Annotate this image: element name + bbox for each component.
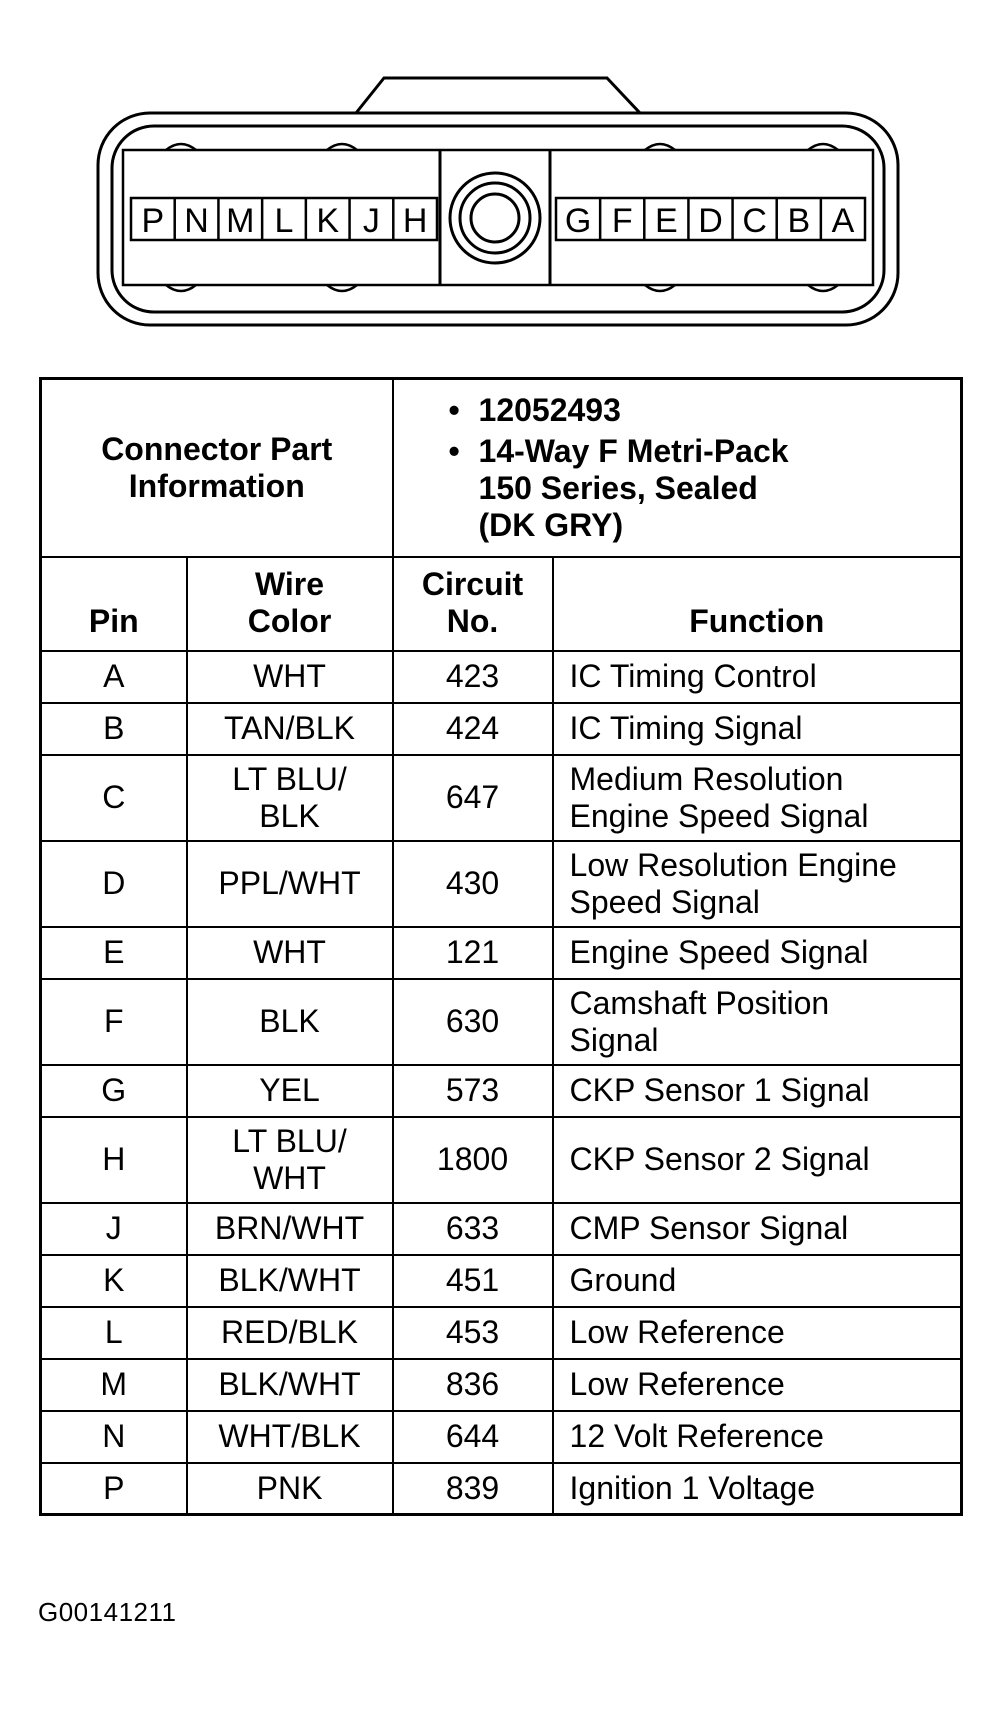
wire-color-cell: BLK/WHT	[187, 1359, 393, 1411]
connector-latch	[356, 78, 640, 113]
wire-color-cell: BLK/WHT	[187, 1255, 393, 1307]
pin-label-h: H	[402, 202, 428, 240]
center-bolt	[450, 173, 540, 263]
circuit-number-cell: 839	[393, 1463, 553, 1515]
pin-row	[41, 1463, 962, 1515]
pin-cell: C	[41, 755, 187, 841]
connector-info-label-line1: Connector Part	[101, 430, 333, 467]
function-cell: CMP Sensor Signal	[553, 1203, 962, 1255]
circuit-number-cell: 836	[393, 1359, 553, 1411]
wire-color-cell: LT BLU/ BLK	[187, 755, 393, 841]
function-cell: 12 Volt Reference	[553, 1411, 962, 1463]
pin-row	[41, 1203, 962, 1255]
circuit-number-cell: 453	[393, 1307, 553, 1359]
pin-label-f: F	[611, 202, 633, 240]
function-cell: CKP Sensor 2 Signal	[553, 1117, 962, 1203]
function-cell: Ground	[553, 1255, 962, 1307]
pin-label-d: D	[698, 202, 723, 240]
column-header-circuit-no: Circuit No.	[393, 557, 553, 651]
pin-row	[41, 927, 962, 979]
pin-cell: K	[41, 1255, 187, 1307]
function-cell: Low Resolution Engine Speed Signal	[553, 841, 962, 927]
wire-color-cell: LT BLU/ WHT	[187, 1117, 393, 1203]
pin-cell: M	[41, 1359, 187, 1411]
pin-cell: H	[41, 1117, 187, 1203]
pin-label-g: G	[564, 202, 592, 240]
pin-labels-left	[142, 198, 428, 240]
column-header-pin: Pin	[41, 557, 187, 651]
pin-label-b: B	[787, 202, 811, 240]
pin-cell: E	[41, 927, 187, 979]
figure-id: G00141211	[38, 1597, 177, 1627]
circuit-number-cell: 424	[393, 703, 553, 755]
circuit-number-cell: 430	[393, 841, 553, 927]
function-cell: Low Reference	[553, 1307, 962, 1359]
function-cell: CKP Sensor 1 Signal	[553, 1065, 962, 1117]
connector-description: • 14-Way F Metri-Pack 150 Series, Sealed (DK GRY)	[449, 433, 961, 544]
pin-label-m: M	[226, 202, 255, 240]
pin-cell: P	[41, 1463, 187, 1515]
function-cell: IC Timing Signal	[553, 703, 962, 755]
pin-cell: N	[41, 1411, 187, 1463]
pin-row	[41, 1411, 962, 1463]
connector-face-diagram	[0, 0, 999, 350]
pin-row	[41, 703, 962, 755]
circuit-number-cell: 573	[393, 1065, 553, 1117]
function-cell: IC Timing Control	[553, 651, 962, 703]
pin-row	[41, 979, 962, 1065]
part-number: • 12052493	[449, 392, 961, 429]
circuit-number-cell: 1800	[393, 1117, 553, 1203]
pin-label-c: C	[742, 202, 767, 240]
pin-label-j: J	[362, 202, 380, 240]
circuit-number-cell: 644	[393, 1411, 553, 1463]
pin-label-n: N	[184, 202, 209, 240]
wire-color-cell: BLK	[187, 979, 393, 1065]
pin-row	[41, 1117, 962, 1203]
function-cell: Camshaft Position Signal	[553, 979, 962, 1065]
function-cell: Medium Resolution Engine Speed Signal	[553, 755, 962, 841]
pin-cell: D	[41, 841, 187, 927]
circuit-number-cell: 451	[393, 1255, 553, 1307]
wire-color-cell: WHT/BLK	[187, 1411, 393, 1463]
pin-row	[41, 1307, 962, 1359]
pin-cell: A	[41, 651, 187, 703]
connector-info-details	[393, 379, 962, 557]
function-cell: Engine Speed Signal	[553, 927, 962, 979]
pin-cell: L	[41, 1307, 187, 1359]
pin-labels-right	[565, 198, 855, 240]
wire-color-cell: TAN/BLK	[187, 703, 393, 755]
wire-color-cell: WHT	[187, 651, 393, 703]
function-cell: Ignition 1 Voltage	[553, 1463, 962, 1515]
pin-row	[41, 1359, 962, 1411]
wire-color-cell: PNK	[187, 1463, 393, 1515]
pin-cell: G	[41, 1065, 187, 1117]
wire-color-cell: BRN/WHT	[187, 1203, 393, 1255]
wire-color-cell: PPL/WHT	[187, 841, 393, 927]
pin-row	[41, 841, 962, 927]
pin-row	[41, 755, 962, 841]
circuit-number-cell: 630	[393, 979, 553, 1065]
connector-info-label-line2: Information	[128, 467, 305, 504]
pin-label-a: A	[831, 202, 855, 240]
column-header-wire-color: Wire Color	[187, 557, 393, 651]
pin-cell: B	[41, 703, 187, 755]
circuit-number-cell: 121	[393, 927, 553, 979]
column-header-function: Function	[553, 557, 962, 651]
pin-cell: J	[41, 1203, 187, 1255]
pin-label-p: P	[141, 202, 165, 240]
circuit-number-cell: 633	[393, 1203, 553, 1255]
column-header-row	[41, 557, 962, 651]
pin-label-k: K	[316, 202, 340, 240]
pin-row	[41, 651, 962, 703]
pin-cell: F	[41, 979, 187, 1065]
wire-color-cell: YEL	[187, 1065, 393, 1117]
pin-row	[41, 1065, 962, 1117]
connector-pinout-table	[39, 377, 963, 1516]
wire-color-cell: RED/BLK	[187, 1307, 393, 1359]
wire-color-cell: WHT	[187, 927, 393, 979]
circuit-number-cell: 647	[393, 755, 553, 841]
pin-label-e: E	[655, 202, 678, 240]
circuit-number-cell: 423	[393, 651, 553, 703]
pin-row	[41, 1255, 962, 1307]
pin-label-l: L	[274, 202, 294, 240]
function-cell: Low Reference	[553, 1359, 962, 1411]
connector-info-label	[41, 379, 393, 557]
connector-info-row	[41, 379, 962, 557]
